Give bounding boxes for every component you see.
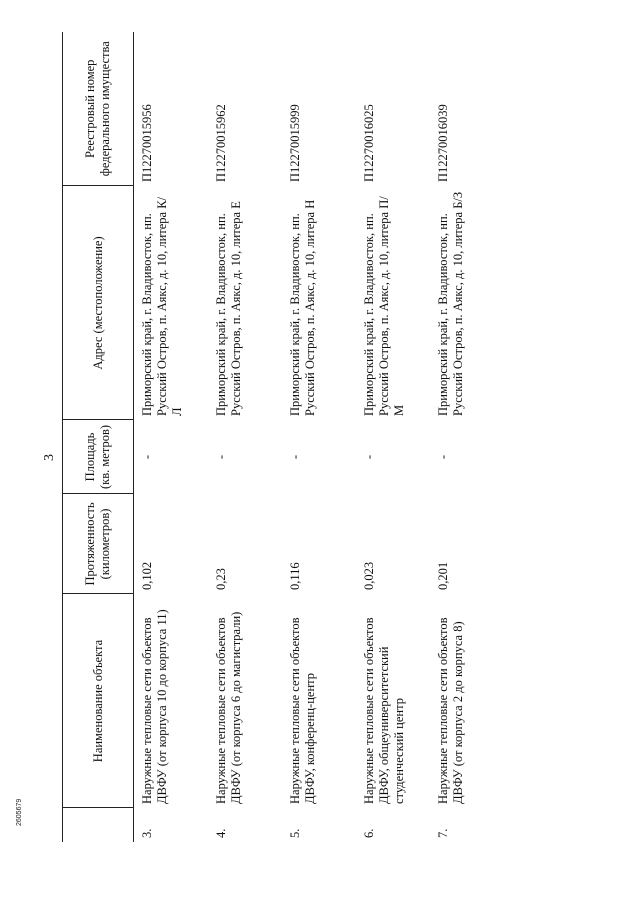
page-number: 3: [42, 454, 57, 461]
table-row: [430, 32, 504, 842]
table-row: [282, 32, 356, 842]
registry-number: П12270015999: [288, 104, 302, 182]
object-area: -: [214, 454, 228, 460]
header-length: Протяженность (километров): [63, 494, 134, 594]
object-area: -: [140, 454, 154, 460]
header-number: [63, 808, 134, 842]
object-address: Приморский край, г. Владивосток, нп. Русский Остров, п. Аякс, д. 10, литера П/М: [362, 196, 406, 416]
object-name: Наружные тепловые сети объектов ДВФУ, конференц-центр: [288, 617, 317, 804]
header-address: Адрес (местоположение): [63, 186, 134, 420]
registry-number: П12270015962: [214, 104, 228, 182]
table-header-row: [63, 32, 134, 842]
object-length: 0,201: [436, 561, 450, 590]
row-number: 3.: [140, 828, 154, 838]
object-area: -: [436, 454, 450, 460]
object-name: Наружные тепловые сети объектов ДВФУ, общеуниверситетский студенческий центр: [362, 617, 406, 804]
header-area: Площадь (кв. метров): [63, 420, 134, 494]
object-address: Приморский край, г. Владивосток, нп. Русский Остров, п. Аякс, д. 10, литера Е: [214, 201, 243, 416]
registry-number: П12270016039: [436, 104, 450, 182]
object-area: -: [288, 454, 302, 460]
table-row: [134, 32, 209, 842]
header-registry-number: Реестровый номер федерального имущества: [63, 32, 134, 186]
row-number: 7.: [436, 828, 450, 838]
table-row: [356, 32, 430, 842]
federal-property-table: [62, 32, 504, 842]
row-number: 6.: [362, 828, 376, 838]
document-code: 2605679: [16, 798, 23, 826]
object-length: 0,023: [362, 561, 376, 590]
object-address: Приморский край, г. Владивосток, нп. Русский Остров, п. Аякс, д. 10, литера К/Л: [140, 196, 184, 416]
object-address: Приморский край, г. Владивосток, нп. Русский Остров, п. Аякс, д. 10, литера Б/З: [436, 191, 465, 416]
object-name: Наружные тепловые сети объектов ДВФУ (от корпуса 10 до корпуса 11): [140, 609, 169, 804]
object-length: 0,102: [140, 561, 154, 590]
object-address: Приморский край, г. Владивосток, нп. Русский Остров, п. Аякс, д. 10, литера Н: [288, 199, 317, 416]
registry-number: П12270015956: [140, 104, 154, 182]
document-sheet: [0, 32, 640, 842]
object-length: 0,116: [288, 562, 302, 590]
object-name: Наружные тепловые сети объектов ДВФУ (от корпуса 6 до магистрали): [214, 611, 243, 804]
object-area: -: [362, 454, 376, 460]
row-number: 4.: [214, 828, 228, 838]
row-number: 5.: [288, 828, 302, 838]
table-row: [208, 32, 282, 842]
registry-number: П12270016025: [362, 104, 376, 182]
object-name: Наружные тепловые сети объектов ДВФУ (от корпуса 2 до корпуса 8): [436, 617, 465, 804]
object-length: 0,23: [214, 568, 228, 590]
header-object-name: Наименование объекта: [63, 594, 134, 808]
